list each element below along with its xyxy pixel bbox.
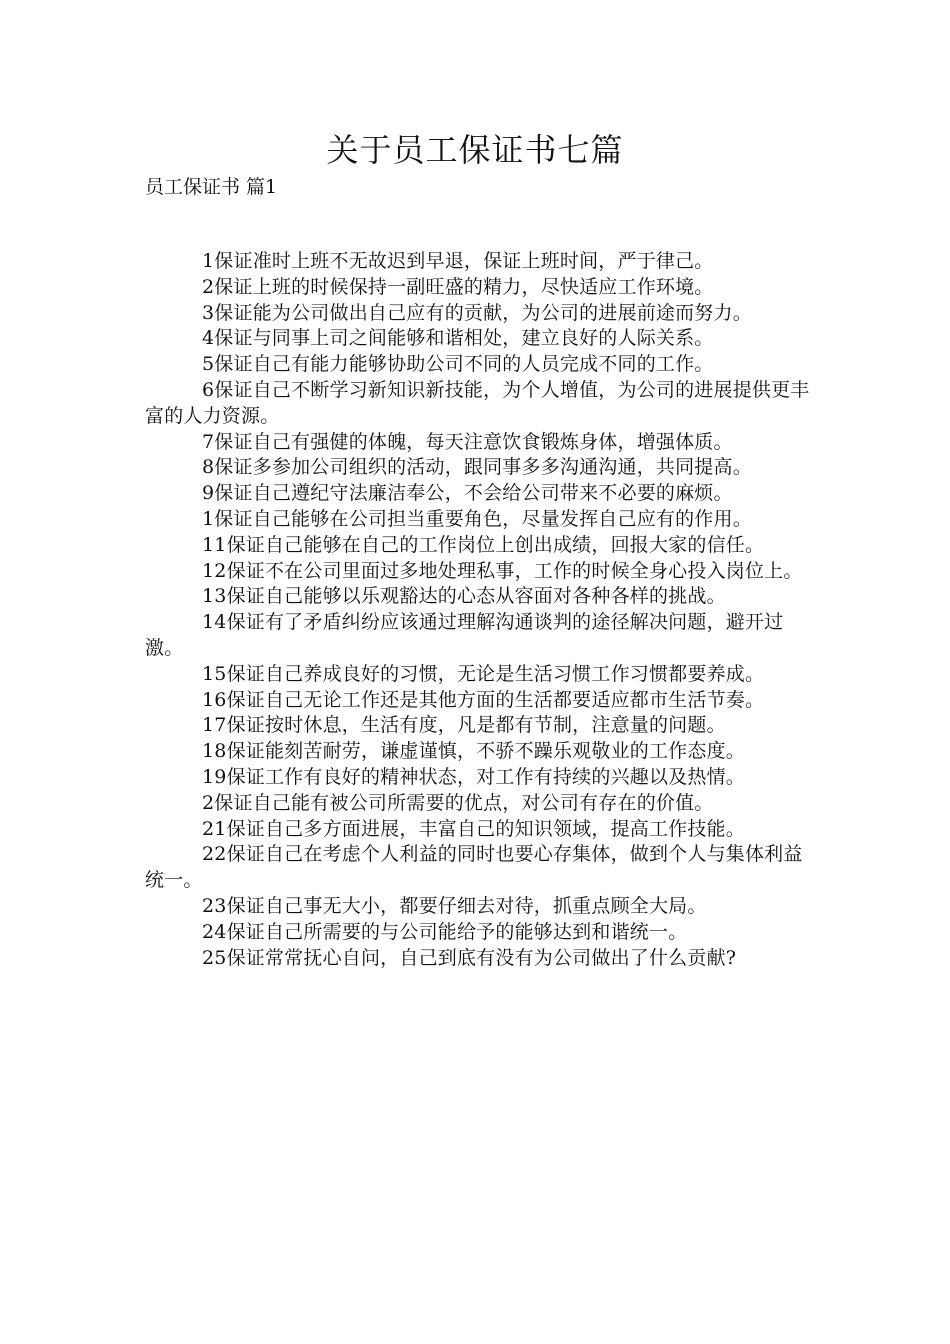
pledge-item: 3保证能为公司做出自己应有的贡献，为公司的进展前途而努力。 xyxy=(202,301,752,324)
pledge-item: 19保证工作有良好的精神状态，对工作有持续的兴趣以及热情。 xyxy=(202,765,745,788)
pledge-item: 18保证能刻苦耐劳，谦虚谨慎，不骄不躁乐观敬业的工作态度。 xyxy=(202,740,745,763)
document-title: 关于员工保证书七篇 xyxy=(326,131,624,169)
pledge-item: 21保证自己多方面进展，丰富自己的知识领域，提高工作技能。 xyxy=(202,817,745,840)
pledge-item: 13保证自己能够以乐观豁达的心态从容面对各种各样的挑战。 xyxy=(202,585,726,608)
pledge-item: 8保证多参加公司组织的活动，跟同事多多沟通沟通，共同提高。 xyxy=(202,456,752,479)
pledge-item: 23保证自己事无大小，都要仔细去对待，抓重点顾全大局。 xyxy=(202,894,707,917)
pledge-item: 6保证自己不断学习新知识新技能，为个人增值，为公司的进展提供更丰富的人力资源。 xyxy=(145,378,810,427)
pledge-item: 14保证有了矛盾纠纷应该通过理解沟通谈判的途径解决问题，避开过激。 xyxy=(145,611,784,659)
pledge-item: 1保证准时上班不无故迟到早退，保证上班时间，严于律己。 xyxy=(202,250,714,272)
pledge-item: 9保证自己遵纪守法廉洁奉公，不会给公司带来不必要的麻烦。 xyxy=(202,482,733,505)
pledge-item: 17保证按时休息，生活有度，凡是都有节制，注意量的问题。 xyxy=(202,714,726,737)
pledge-item: 5保证自己有能力能够协助公司不同的人员完成不同的工作。 xyxy=(202,353,714,376)
pledge-item: 22保证自己在考虑个人利益的同时也要心存集体，做到个人与集体利益统一。 xyxy=(145,843,803,892)
pledge-item: 4保证与同事上司之间能够和谐相处，建立良好的人际关系。 xyxy=(202,327,714,350)
pledge-item: 24保证自己所需要的与公司能给予的能够达到和谐统一。 xyxy=(202,920,688,943)
pledge-item: 12保证不在公司里面过多地处理私事，工作的时候全身心投入岗位上。 xyxy=(202,559,803,582)
section-title: 员工保证书 篇1 xyxy=(145,176,278,198)
pledge-item: 11保证自己能够在自己的工作岗位上创出成绩，回报大家的信任。 xyxy=(202,533,765,556)
pledge-item: 25保证常常抚心自问，自己到底有没有为公司做出了什么贡献? xyxy=(202,946,737,969)
pledge-item: 16保证自己无论工作还是其他方面的生活都要适应都市生活节奏。 xyxy=(202,688,765,711)
pledge-list xyxy=(145,249,813,971)
pledge-item: 15保证自己养成良好的习惯，无论是生活习惯工作习惯都要养成。 xyxy=(202,662,765,685)
pledge-item: 2保证上班的时候保持一副旺盛的精力，尽快适应工作环境。 xyxy=(202,275,714,298)
pledge-item: 1保证自己能够在公司担当重要角色，尽量发挥自己应有的作用。 xyxy=(202,507,752,530)
pledge-item: 2保证自己能有被公司所需要的优点，对公司有存在的价值。 xyxy=(202,791,714,814)
pledge-item: 7保证自己有强健的体魄，每天注意饮食锻炼身体，增强体质。 xyxy=(202,430,733,453)
